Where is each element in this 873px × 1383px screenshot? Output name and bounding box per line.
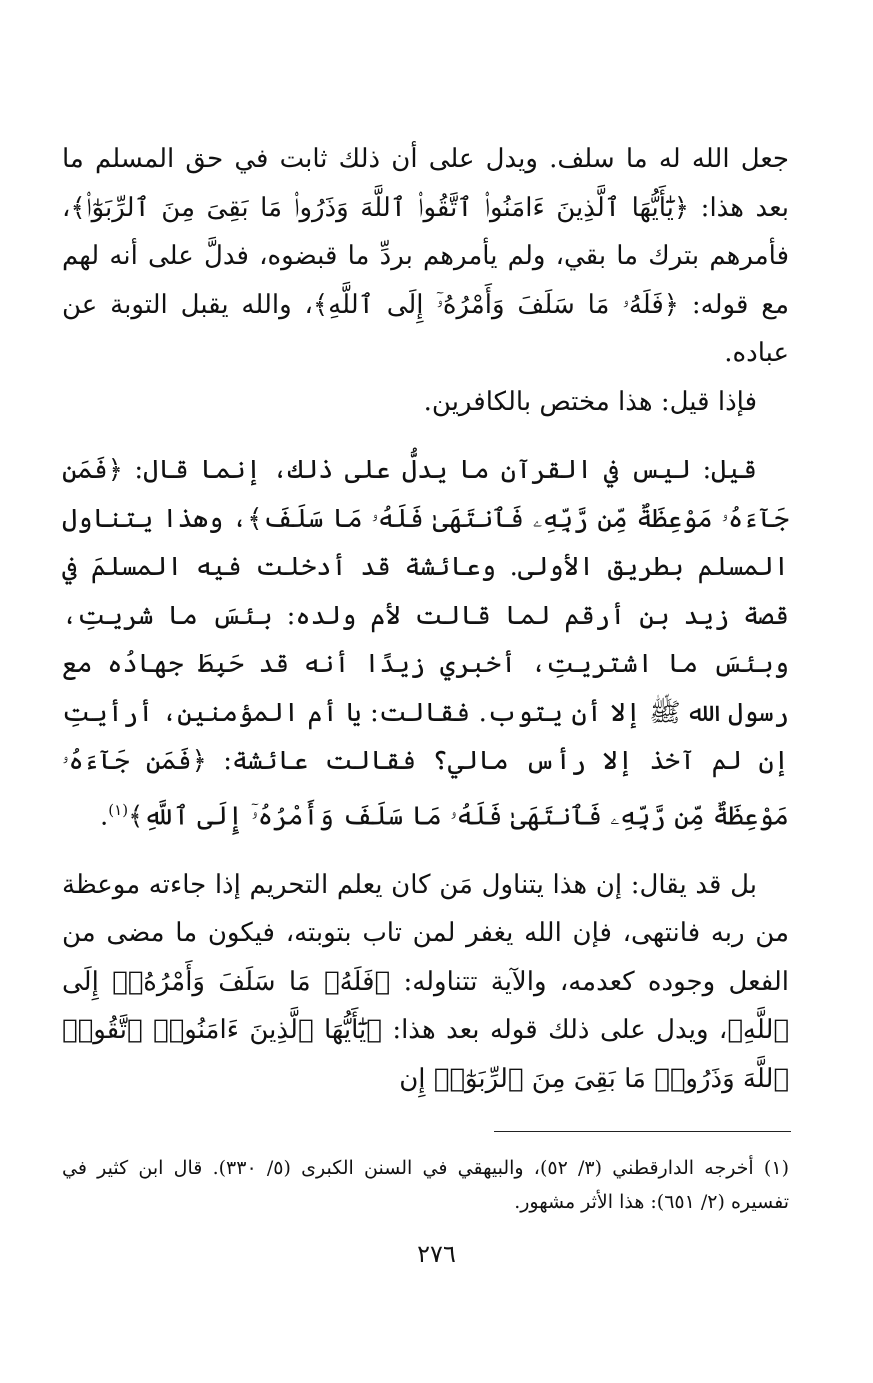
paragraph-4: بل قد يقال: إن هذا يتناول مَن كان يعلم التحريم إذا جاءته موعظة من ربه فانتهى، فإن الله يغفر لمن تاب بتوبته، فيكون ما مضى من الفعل وجوده كعدمه، والآية تتناوله: ﴿فَلَهُۥ مَا سَلَفَ وَأَمْرُهُۥٓ إِلَى ٱللَّهِ﴾، ويدل على ذلك قوله بعد هذا: ﴿يَٰٓأَيُّهَا ٱلَّذِينَ ءَامَنُوا۟ ٱتَّقُوا۟ ٱللَّهَ وَذَرُوا۟ مَا بَقِىَ مِنَ ٱلرِّبَوٰٓا۟ إِن bbox=[62, 869, 789, 1094]
paragraph-3-text: قيل: ليس في القرآن ما يدلُّ على ذلك، إنما قال: ﴿فَمَن جَآءَهُۥ مَوْعِظَةٌ مِّن رَّبِّهِۦ فَٱنتَهَىٰ فَلَهُۥ مَا سَلَفَ﴾، وهذا يتناول المسلم بطريق الأولى. وعائشة قد أدخلت فيه المسلمَ في قصة زيد بن أرقم لما قالت لأم ولده: بئسَ ما شريتِ، وبئسَ ما اشتريتِ، أخبري زيدًا أنه قد حَبِطَ جهادُه مع رسول الله ﷺ إلا أن يتوب. فقالت: يا أم المؤمنين، أرأيتِ إن لم آخذ إلا رأس مالي؟ فقالت عائشة: ﴿فَمَن جَآءَهُۥ مَوْعِظَةٌ مِّن رَّبِّهِۦ فَٱنتَهَىٰ فَلَهُۥ مَا سَلَفَ وَأَمْرُهُۥٓ إِلَى ٱللَّهِ﴾ bbox=[62, 455, 790, 832]
page-number: ٢٧٦ bbox=[417, 1240, 456, 1268]
footnote-separator bbox=[494, 1131, 791, 1132]
paragraph-2: فإذا قيل: هذا مختص بالكافرين. bbox=[423, 386, 757, 417]
footnote-1: (١) أخرجه الدارقطني (٣/ ٥٢)، والبيهقي في السنن الكبرى (٥/ ٣٣٠). قال ابن كثير في تفسيره (٢/ ٦٥١): هذا الأثر مشهور. bbox=[62, 1157, 789, 1213]
paragraph-3 bbox=[62, 446, 789, 841]
main-text bbox=[62, 135, 789, 1103]
paragraph-1: جعل الله له ما سلف. ويدل على أن ذلك ثابت في حق المسلم ما بعد هذا: ﴿يَٰٓأَيُّهَا ٱلَّذِينَ ءَامَنُوا۟ ٱتَّقُوا۟ ٱللَّهَ وَذَرُوا۟ مَا بَقِىَ مِنَ ٱلرِّبَوٰٓا۟﴾، فأمرهم بترك ما بقي، ولم يأمرهم بردِّ ما قبضوه، فدلَّ على أنه لهم مع قوله: ﴿فَلَهُۥ مَا سَلَفَ وَأَمْرُهُۥٓ إِلَى ٱللَّهِ﴾، والله يقبل التوبة عن عباده. bbox=[62, 144, 789, 368]
paragraph-3-tail: . bbox=[100, 801, 109, 832]
footnote-reference: (١) bbox=[108, 800, 129, 819]
footnotes bbox=[62, 1151, 789, 1219]
